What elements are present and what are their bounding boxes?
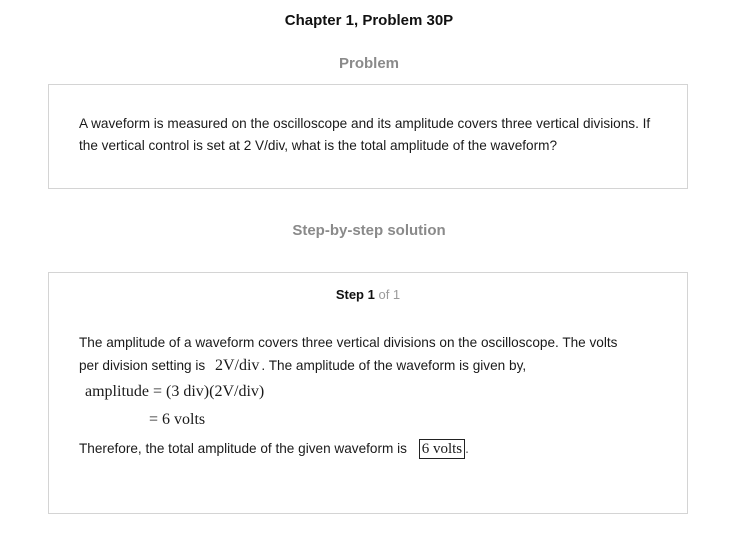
volts-per-div-expression: 2V/div (214, 357, 260, 374)
problem-text: A waveform is measured on the oscilloscope and its amplitude covers three vertical divisions. If the vertical control is set at 2 V/div, what is the total amplitude of the waveform? (79, 116, 651, 153)
problem-heading: Problem (338, 55, 399, 72)
step-indicator (49, 287, 687, 302)
solution-text-line-1: The amplitude of a waveform covers three vertical divisions on the oscilloscope. The volts (79, 335, 618, 350)
problem-box (48, 84, 688, 189)
boxed-answer: 6 volts (419, 439, 465, 459)
line2-suffix: . The amplitude of the waveform is given by, (261, 358, 527, 373)
equation-line-1: amplitude = (3 div)(2V/div) (85, 383, 265, 400)
step-total: of 1 (378, 287, 401, 302)
solution-box (48, 272, 688, 514)
solution-text-line-2 (79, 357, 526, 375)
page-title: Chapter 1, Problem 30P (284, 12, 454, 29)
step-number: Step 1 (335, 287, 375, 302)
conclusion-line (79, 439, 469, 459)
conclusion-period: . (465, 441, 469, 456)
conclusion-text: Therefore, the total amplitude of the given waveform is (79, 441, 407, 456)
solution-heading: Step-by-step solution (292, 222, 446, 239)
line2-prefix: per division setting is (79, 358, 206, 373)
equation-line-2: = 6 volts (149, 411, 206, 428)
